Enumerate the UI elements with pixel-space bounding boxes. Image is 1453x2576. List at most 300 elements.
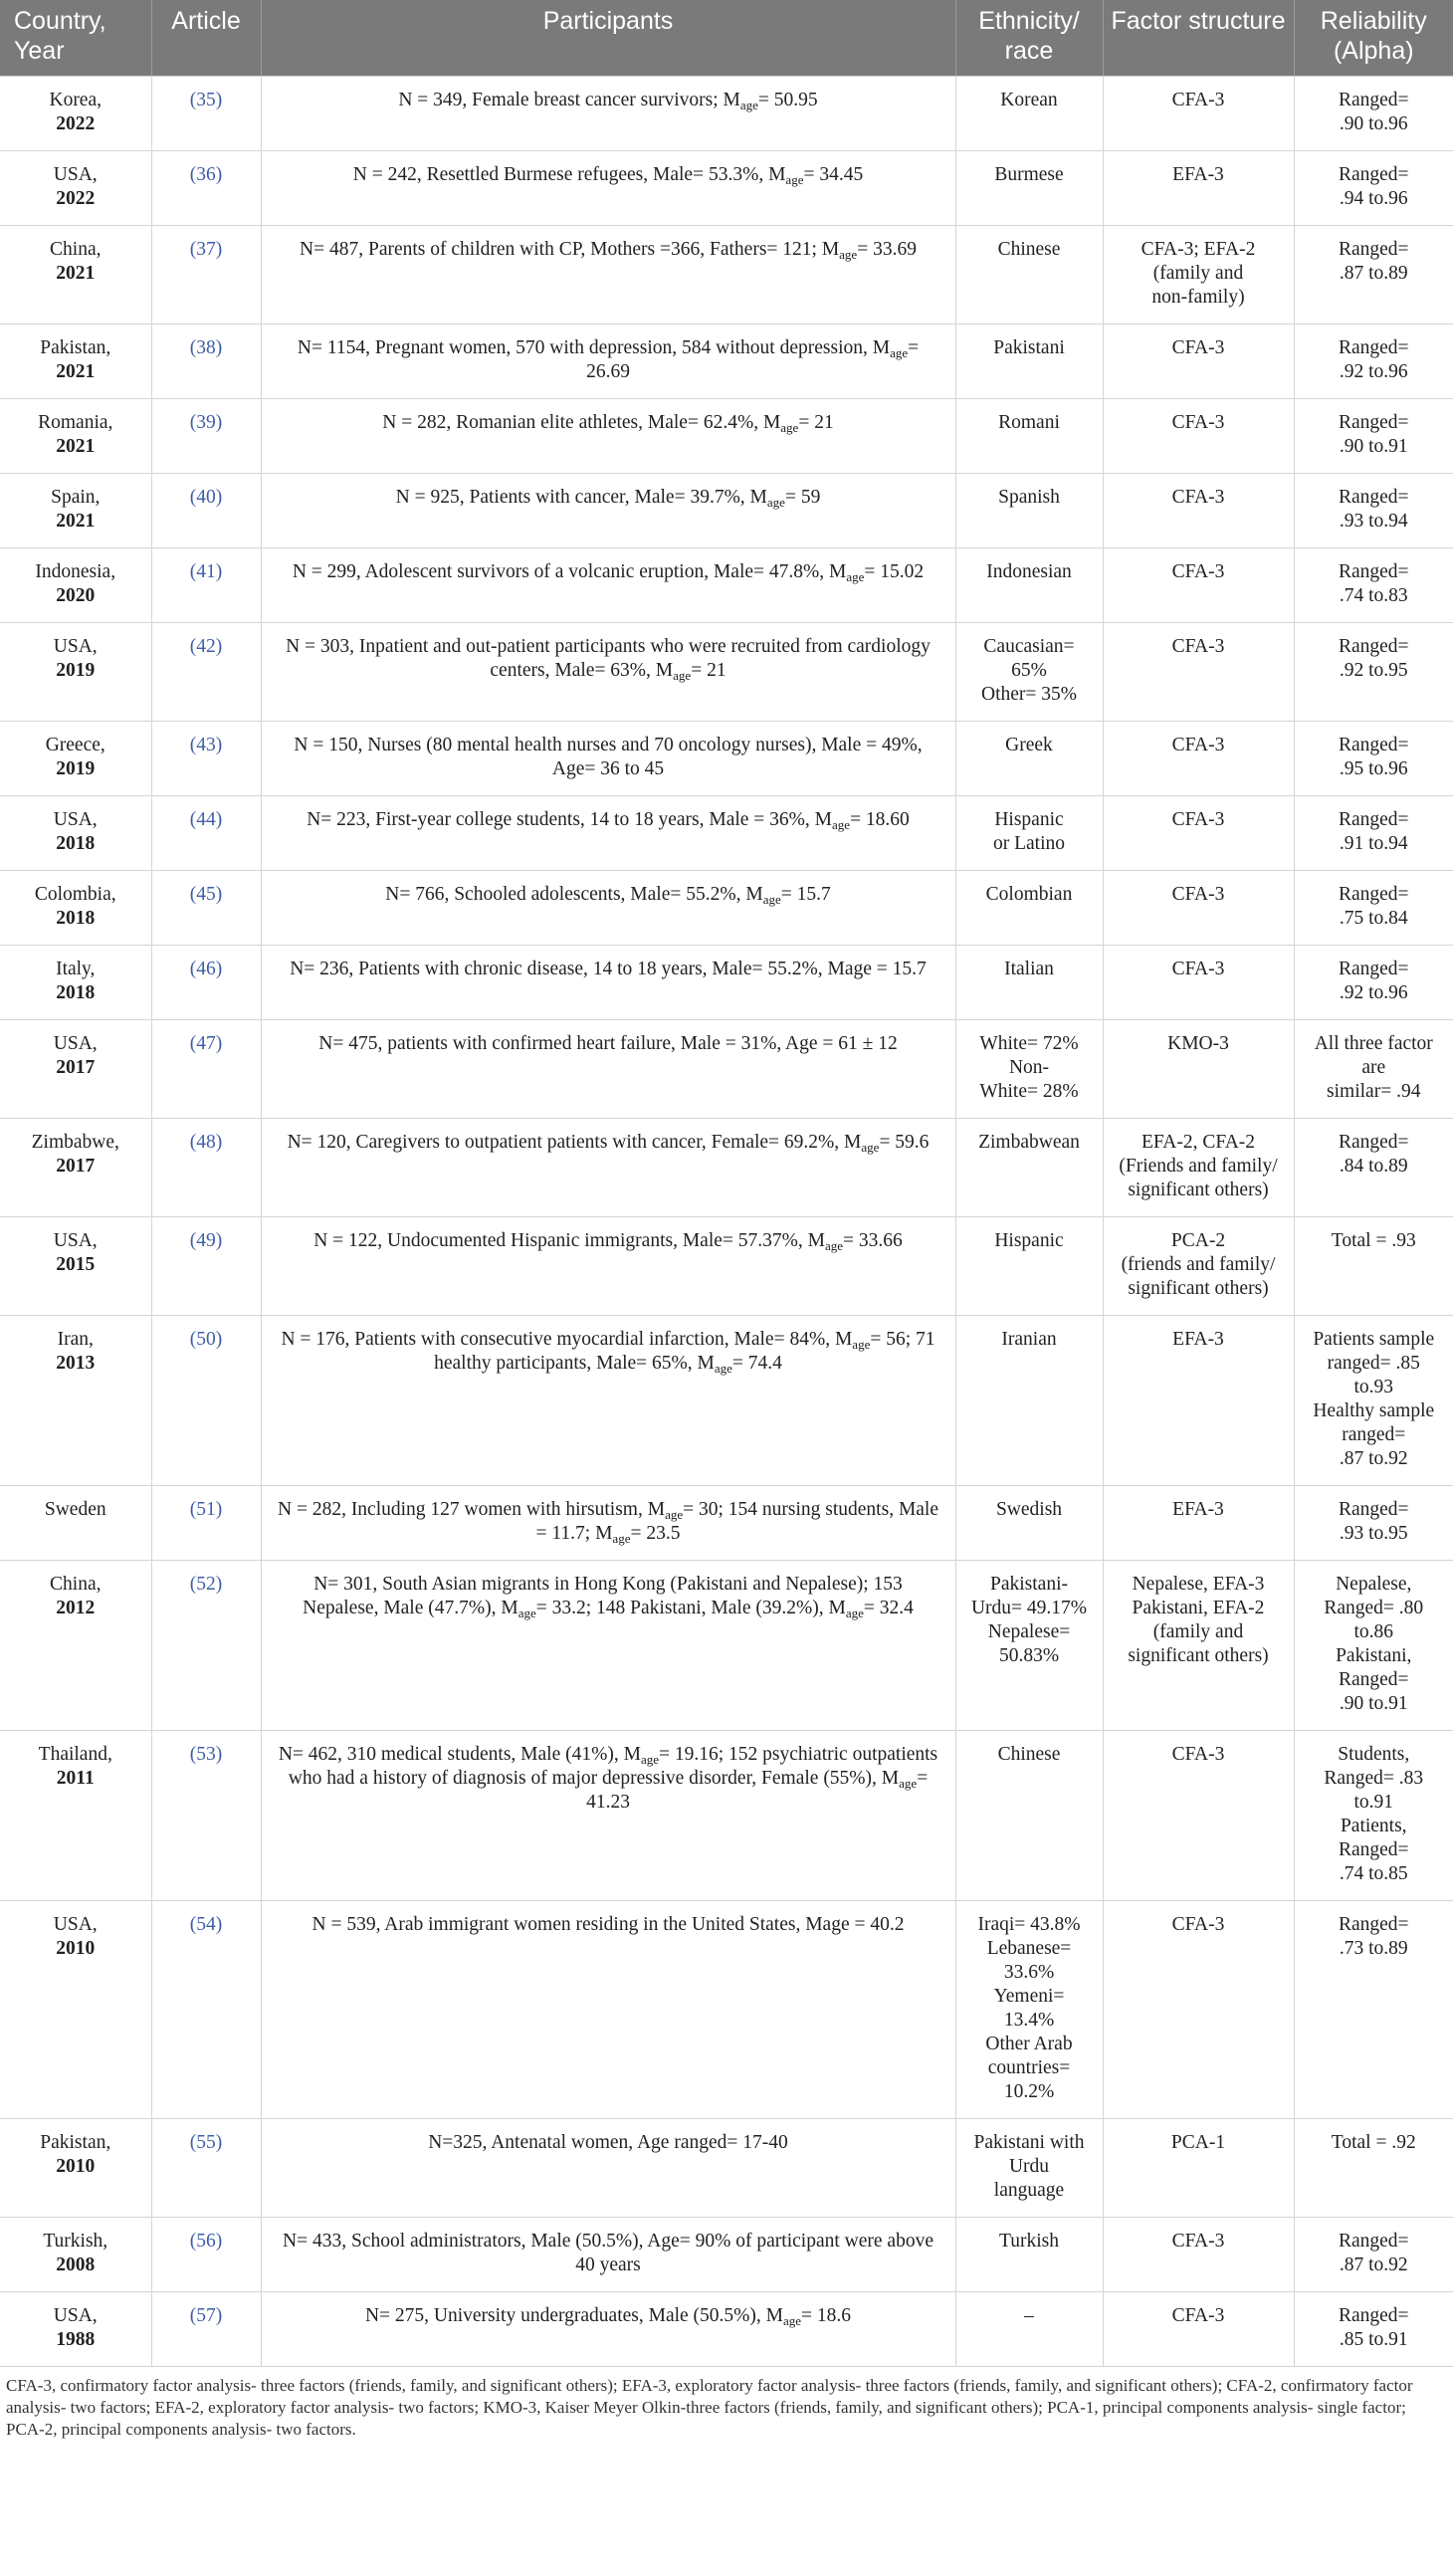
factor-line: CFA-3 <box>1171 809 1225 830</box>
cell-reliability <box>1294 1901 1453 2119</box>
cell-reliability <box>1294 77 1453 151</box>
participants-text: N = 122, Undocumented Hispanic immigrants, Male= 57.37%, M <box>313 1230 825 1251</box>
article-reference-link[interactable]: (57) <box>189 2305 223 2326</box>
cell-reliability <box>1294 226 1453 324</box>
table-row <box>0 1561 1453 1731</box>
country-text: Pakistan, <box>40 337 111 358</box>
article-reference-link[interactable]: (44) <box>189 809 223 830</box>
reliability-line: Nepalese, <box>1336 1574 1412 1595</box>
year-text: 2021 <box>56 361 96 382</box>
factor-line: CFA-3 <box>1171 487 1225 508</box>
cell-factor-structure <box>1103 399 1294 474</box>
country-text: USA, <box>53 2305 98 2326</box>
cell-factor-structure <box>1103 623 1294 722</box>
year-text: 2013 <box>56 1353 96 1374</box>
cell-factor-structure <box>1103 474 1294 548</box>
factor-line: CFA-3 <box>1171 561 1225 582</box>
cell-reliability <box>1294 324 1453 399</box>
participants-text: N = 176, Patients with consecutive myocardial infarction, Male= 84%, M <box>281 1329 853 1350</box>
table-row <box>0 226 1453 324</box>
cell-country-year <box>0 324 151 399</box>
cell-ethnicity <box>955 474 1103 548</box>
year-text: 2012 <box>56 1598 96 1618</box>
factor-line: significant others) <box>1128 1278 1269 1299</box>
participants-text: N= 766, Schooled adolescents, Male= 55.2%, M <box>385 884 763 905</box>
cell-factor-structure <box>1103 2119 1294 2218</box>
reliability-line: Ranged= <box>1338 1914 1409 1935</box>
header-ethnicity: Ethnicity/ race <box>955 0 1103 77</box>
ethnicity-line: Chinese <box>997 239 1061 260</box>
participants-text: N= 301, South Asian migrants in Hong Kong (Pakistani and Nepalese); 153 Nepalese, Male (47.7%), M <box>303 1574 903 1618</box>
factor-line: CFA-3 <box>1171 2305 1225 2326</box>
article-reference-link[interactable]: (43) <box>189 735 223 755</box>
factor-line: CFA-3 <box>1171 636 1225 657</box>
article-reference-link[interactable]: (36) <box>189 164 223 185</box>
ethnicity-line: 33.6% <box>1003 1962 1055 1983</box>
factor-line: CFA-3 <box>1171 337 1225 358</box>
article-reference-link[interactable]: (38) <box>189 337 223 358</box>
cell-article <box>151 2292 261 2367</box>
participants-text: N = 242, Resettled Burmese refugees, Male= 53.3%, M <box>352 164 786 185</box>
cell-ethnicity <box>955 1561 1103 1731</box>
reliability-line: ranged= <box>1342 1424 1406 1445</box>
reliability-line: .93 to.94 <box>1339 511 1408 532</box>
reliability-line: Ranged= <box>1338 487 1409 508</box>
year-text: 2008 <box>56 2254 96 2275</box>
article-reference-link[interactable]: (35) <box>189 90 223 110</box>
reliability-line: Ranged= <box>1338 636 1409 657</box>
article-reference-link[interactable]: (37) <box>189 239 223 260</box>
subscript-age: age <box>832 817 851 832</box>
factor-line: CFA-3; EFA-2 <box>1141 239 1256 260</box>
cell-reliability <box>1294 1316 1453 1486</box>
article-reference-link[interactable]: (53) <box>189 1744 223 1765</box>
cell-country-year <box>0 722 151 796</box>
reliability-line: Ranged= <box>1338 1132 1409 1153</box>
cell-article <box>151 1731 261 1901</box>
reliability-line: Ranged= <box>1338 1499 1409 1520</box>
ethnicity-line: Pakistani <box>993 337 1065 358</box>
factor-line: CFA-3 <box>1171 90 1225 110</box>
table-row <box>0 2218 1453 2292</box>
reliability-line: Total = .93 <box>1331 1230 1416 1251</box>
participants-text: N= 487, Parents of children with CP, Mothers =366, Fathers= 121; M <box>300 239 840 260</box>
participants-text: N= 236, Patients with chronic disease, 14 to 18 years, Male= 55.2%, Mage = 15.7 <box>290 959 927 979</box>
year-text: 2018 <box>56 908 96 929</box>
reliability-line: .75 to.84 <box>1339 908 1408 929</box>
participants-text: = 59 <box>784 487 821 508</box>
cell-ethnicity <box>955 226 1103 324</box>
cell-participants <box>261 1020 955 1119</box>
cell-participants <box>261 1731 955 1901</box>
cell-participants <box>261 2218 955 2292</box>
cell-article <box>151 77 261 151</box>
article-reference-link[interactable]: (48) <box>189 1132 223 1153</box>
factor-line: PCA-1 <box>1170 2132 1226 2153</box>
article-reference-link[interactable]: (40) <box>189 487 223 508</box>
participants-text: N= 223, First-year college students, 14 to 18 years, Male = 36%, M <box>307 809 833 830</box>
year-text: 2017 <box>56 1156 96 1177</box>
participants-text: = 23.5 <box>630 1523 681 1544</box>
article-reference-link[interactable]: (47) <box>189 1033 223 1054</box>
participants-text: = 56; 71 healthy participants, Male= 65%, M <box>434 1329 935 1374</box>
table-row <box>0 796 1453 871</box>
cell-article <box>151 548 261 623</box>
participants-text: = 34.45 <box>803 164 864 185</box>
subscript-age: age <box>845 1606 864 1620</box>
cell-reliability <box>1294 151 1453 226</box>
country-text: USA, <box>53 1914 98 1935</box>
participants-text: = 41.23 <box>586 1768 929 1813</box>
country-text: Romania, <box>38 412 113 433</box>
country-text: Pakistan, <box>40 2132 111 2153</box>
reliability-line: .74 to.83 <box>1339 585 1408 606</box>
cell-article <box>151 399 261 474</box>
reliability-line: .92 to.96 <box>1339 982 1408 1003</box>
country-text: Italy, <box>56 959 96 979</box>
cell-article <box>151 1561 261 1731</box>
year-text: 2010 <box>56 2156 96 2177</box>
year-text: 2021 <box>56 436 96 457</box>
ethnicity-line: White= 28% <box>979 1081 1079 1102</box>
factor-line: significant others) <box>1128 1645 1269 1666</box>
table-row <box>0 77 1453 151</box>
table-row <box>0 2292 1453 2367</box>
table-row <box>0 548 1453 623</box>
reliability-line: .74 to.85 <box>1339 1863 1408 1884</box>
cell-ethnicity <box>955 77 1103 151</box>
cell-article <box>151 2218 261 2292</box>
table-row <box>0 1020 1453 1119</box>
reliability-line: .91 to.94 <box>1339 833 1408 854</box>
participants-text: N = 150, Nurses (80 mental health nurses and 70 oncology nurses), Male = 49%, Age= 36 to 45 <box>294 735 923 779</box>
factor-line: EFA-3 <box>1172 1329 1224 1350</box>
ethnicity-line: Zimbabwean <box>978 1132 1080 1153</box>
article-reference-link[interactable]: (45) <box>189 884 223 905</box>
article-reference-link[interactable]: (56) <box>189 2231 223 2252</box>
subscript-age: age <box>673 668 692 683</box>
cell-participants <box>261 1561 955 1731</box>
ethnicity-line: Pakistani- <box>990 1574 1068 1595</box>
factor-line: CFA-3 <box>1171 959 1225 979</box>
header-factor-structure: Factor structure <box>1103 0 1294 77</box>
reliability-line: to.86 <box>1353 1621 1394 1642</box>
cell-article <box>151 1486 261 1561</box>
table-body <box>0 77 1453 2367</box>
ethnicity-line: Italian <box>1004 959 1054 979</box>
ethnicity-line: – <box>1024 2305 1034 2326</box>
reliability-line: .84 to.89 <box>1339 1156 1408 1177</box>
ethnicity-line: countries= <box>987 2057 1071 2078</box>
article-reference-link[interactable]: (41) <box>189 561 223 582</box>
ethnicity-line: Other Arab <box>985 2034 1073 2054</box>
reliability-line: Ranged= <box>1338 1839 1409 1860</box>
reliability-line: .94 to.96 <box>1339 188 1408 209</box>
header-country-year: Country, Year <box>0 0 151 77</box>
cell-country-year <box>0 77 151 151</box>
factor-line: EFA-2, CFA-2 <box>1141 1132 1256 1153</box>
country-text: Colombia, <box>34 884 116 905</box>
participants-text: = 33.66 <box>843 1230 903 1251</box>
cell-ethnicity <box>955 2292 1103 2367</box>
cell-article <box>151 1119 261 1217</box>
reliability-line: similar= .94 <box>1327 1081 1421 1102</box>
reliability-line: Healthy sample <box>1313 1400 1435 1421</box>
reliability-line: .90 to.96 <box>1339 113 1408 134</box>
ethnicity-line: White= 72% <box>979 1033 1079 1054</box>
cell-factor-structure <box>1103 226 1294 324</box>
ethnicity-line: Swedish <box>995 1499 1063 1520</box>
ethnicity-line: 10.2% <box>1003 2081 1055 2102</box>
article-reference-link[interactable]: (55) <box>189 2132 223 2153</box>
participants-text: N = 299, Adolescent survivors of a volcanic eruption, Male= 47.8%, M <box>292 561 847 582</box>
subscript-age: age <box>890 345 909 360</box>
cell-country-year <box>0 1901 151 2119</box>
participants-text: = 19.16; 152 psychiatric outpatients who had a history of diagnosis of major depressive disorder, Female (55%), M <box>288 1744 938 1789</box>
article-reference-link[interactable]: (46) <box>189 959 223 979</box>
ethnicity-line: Hispanic <box>994 1230 1064 1251</box>
cell-participants <box>261 1316 955 1486</box>
table-footnote: CFA-3, confirmatory factor analysis- three factors (friends, family, and significant others); EFA-3, exploratory factor analysis- three factors (friends, family, and significant others); CFA-2, confirmatory factor analysis- two factors; EFA-2, exploratory factor analysis- two factors; KMO-3, Kaiser Meyer Olkin-three factors (friends, family, and significant others); PCA-1, principal components analysis- single factor; PCA-2, principal components analysis- two factors. <box>6 2376 1413 2439</box>
cell-reliability <box>1294 623 1453 722</box>
cell-factor-structure <box>1103 1731 1294 1901</box>
cell-reliability <box>1294 399 1453 474</box>
cell-country-year <box>0 1217 151 1316</box>
ethnicity-line: Romani <box>998 412 1060 433</box>
cell-factor-structure <box>1103 324 1294 399</box>
participants-text: N = 925, Patients with cancer, Male= 39.7%, M <box>395 487 767 508</box>
cell-country-year <box>0 2218 151 2292</box>
subscript-age: age <box>640 1752 659 1767</box>
cell-article <box>151 1217 261 1316</box>
participants-text: N= 462, 310 medical students, Male (41%), M <box>278 1744 641 1765</box>
article-reference-link[interactable]: (39) <box>189 412 223 433</box>
country-text: Spain, <box>51 487 101 508</box>
cell-ethnicity <box>955 548 1103 623</box>
cell-country-year <box>0 1561 151 1731</box>
reliability-line: Patients, <box>1340 1816 1407 1836</box>
reliability-line: .87 to.89 <box>1339 263 1408 284</box>
cell-ethnicity <box>955 1316 1103 1486</box>
ethnicity-line: 13.4% <box>1003 2010 1055 2031</box>
cell-factor-structure <box>1103 1486 1294 1561</box>
cell-factor-structure <box>1103 2218 1294 2292</box>
year-text: 2021 <box>56 511 96 532</box>
year-text: 2017 <box>56 1057 96 1078</box>
reliability-line: Patients sample <box>1313 1329 1435 1350</box>
reliability-line: Ranged= <box>1338 239 1409 260</box>
subscript-age: age <box>518 1606 536 1620</box>
reliability-line: .95 to.96 <box>1339 758 1408 779</box>
year-text: 2022 <box>56 113 96 134</box>
country-text: USA, <box>53 1033 98 1054</box>
ethnicity-line: Urdu <box>1008 2156 1050 2177</box>
participants-text: = 33.69 <box>857 239 917 260</box>
cell-reliability <box>1294 871 1453 946</box>
ethnicity-line: Lebanese= <box>986 1938 1072 1959</box>
table-row <box>0 1119 1453 1217</box>
country-text: Thailand, <box>38 1744 112 1765</box>
cell-reliability <box>1294 548 1453 623</box>
reliability-line: .87 to.92 <box>1339 1448 1408 1469</box>
subscript-age: age <box>780 420 799 435</box>
participants-text: = 59.6 <box>879 1132 930 1153</box>
table-row <box>0 324 1453 399</box>
participants-text: N=325, Antenatal women, Age ranged= 17-40 <box>428 2132 788 2153</box>
cell-article <box>151 871 261 946</box>
ethnicity-line: Caucasian= <box>983 636 1075 657</box>
cell-article <box>151 722 261 796</box>
year-text: 2019 <box>56 660 96 681</box>
article-reference-link[interactable]: (49) <box>189 1230 223 1251</box>
year-text: 2022 <box>56 188 96 209</box>
subscript-age: age <box>762 892 781 907</box>
reliability-line: .92 to.95 <box>1339 660 1408 681</box>
ethnicity-line: Other= 35% <box>980 684 1077 705</box>
article-reference-link[interactable]: (52) <box>189 1574 223 1595</box>
cell-country-year <box>0 2119 151 2218</box>
reliability-line: Ranged= <box>1338 2231 1409 2252</box>
article-reference-link[interactable]: (50) <box>189 1329 223 1350</box>
cell-country-year <box>0 151 151 226</box>
reliability-line: Pakistani, <box>1336 1645 1412 1666</box>
ethnicity-line: Yemeni= <box>993 1986 1065 2007</box>
participants-text: N= 1154, Pregnant women, 570 with depression, 584 without depression, M <box>297 337 891 358</box>
country-text: Korea, <box>49 90 102 110</box>
cell-factor-structure <box>1103 151 1294 226</box>
factor-line: (Friends and family/ <box>1119 1156 1278 1177</box>
cell-participants <box>261 1119 955 1217</box>
ethnicity-line: Greek <box>1005 735 1053 755</box>
cell-ethnicity <box>955 2218 1103 2292</box>
table-row <box>0 474 1453 548</box>
subscript-age: age <box>714 1361 732 1376</box>
reliability-line: .73 to.89 <box>1339 1938 1408 1959</box>
article-reference-link[interactable]: (42) <box>189 636 223 657</box>
participants-text: = 74.4 <box>731 1353 782 1374</box>
reliability-line: .93 to.95 <box>1339 1523 1408 1544</box>
reliability-line: Ranged= .83 <box>1324 1768 1424 1789</box>
factor-line: Pakistani, EFA-2 <box>1132 1598 1265 1618</box>
subscript-age: age <box>766 495 785 510</box>
cell-reliability <box>1294 1561 1453 1731</box>
reliability-line: are <box>1361 1057 1386 1078</box>
participants-text: N= 275, University undergraduates, Male (50.5%), M <box>364 2305 783 2326</box>
header-reliability: Reliability (Alpha) <box>1294 0 1453 77</box>
cell-factor-structure <box>1103 796 1294 871</box>
cell-country-year <box>0 946 151 1020</box>
participants-text: = 18.60 <box>850 809 910 830</box>
ethnicity-line: Non- <box>1008 1057 1050 1078</box>
cell-reliability <box>1294 1119 1453 1217</box>
article-reference-link[interactable]: (51) <box>189 1499 223 1520</box>
ethnicity-line: or Latino <box>992 833 1066 854</box>
subscript-age: age <box>824 1238 844 1253</box>
subscript-age: age <box>665 1507 684 1522</box>
cell-ethnicity <box>955 1020 1103 1119</box>
year-text: 2018 <box>56 833 96 854</box>
cell-article <box>151 226 261 324</box>
factor-line: CFA-3 <box>1171 1744 1225 1765</box>
table-row <box>0 1316 1453 1486</box>
cell-country-year <box>0 226 151 324</box>
cell-ethnicity <box>955 1217 1103 1316</box>
cell-reliability <box>1294 1731 1453 1901</box>
year-text: 2011 <box>56 1768 95 1789</box>
cell-reliability <box>1294 2292 1453 2367</box>
cell-ethnicity <box>955 623 1103 722</box>
cell-participants <box>261 796 955 871</box>
participants-text: N= 433, School administrators, Male (50.5%), Age= 90% of participant were above 40 years <box>283 2231 934 2275</box>
cell-participants <box>261 2292 955 2367</box>
ethnicity-line: Nepalese= <box>987 1621 1071 1642</box>
cell-participants <box>261 722 955 796</box>
cell-reliability <box>1294 1020 1453 1119</box>
reliability-line: Ranged= <box>1338 735 1409 755</box>
cell-reliability <box>1294 1486 1453 1561</box>
subscript-age: age <box>839 247 858 262</box>
participants-text: = 32.4 <box>863 1598 914 1618</box>
cell-ethnicity <box>955 2119 1103 2218</box>
cell-ethnicity <box>955 946 1103 1020</box>
participants-text: = 30; 154 nursing students, Male = 11.7; M <box>535 1499 939 1544</box>
participants-text: N= 120, Caregivers to outpatient patients with cancer, Female= 69.2%, M <box>287 1132 862 1153</box>
reliability-line: .92 to.96 <box>1339 361 1408 382</box>
cell-factor-structure <box>1103 722 1294 796</box>
cell-country-year <box>0 1020 151 1119</box>
cell-participants <box>261 1217 955 1316</box>
ethnicity-line: 50.83% <box>998 1645 1060 1666</box>
cell-factor-structure <box>1103 77 1294 151</box>
cell-reliability <box>1294 722 1453 796</box>
cell-country-year <box>0 871 151 946</box>
ethnicity-line: Indonesian <box>986 561 1072 582</box>
cell-country-year <box>0 2292 151 2367</box>
participants-text: N = 282, Including 127 women with hirsutism, M <box>277 1499 666 1520</box>
cell-participants <box>261 77 955 151</box>
ethnicity-line: Pakistani with <box>973 2132 1085 2153</box>
ethnicity-line: 65% <box>1011 660 1047 681</box>
reliability-line: Ranged= <box>1338 561 1409 582</box>
year-text: 2015 <box>56 1254 96 1275</box>
factor-line: CFA-3 <box>1171 884 1225 905</box>
participants-text: = 26.69 <box>586 337 920 382</box>
participants-text: = 18.6 <box>801 2305 852 2326</box>
reliability-line: Ranged= <box>1338 884 1409 905</box>
cell-factor-structure <box>1103 1119 1294 1217</box>
country-text: USA, <box>53 636 98 657</box>
reliability-line: Ranged= <box>1338 2305 1409 2326</box>
cell-article <box>151 2119 261 2218</box>
table-row <box>0 151 1453 226</box>
subscript-age: age <box>846 569 865 584</box>
year-text: 2020 <box>56 585 96 606</box>
year-text: 2021 <box>56 263 96 284</box>
cell-participants <box>261 871 955 946</box>
cell-country-year <box>0 399 151 474</box>
factor-line: significant others) <box>1128 1180 1269 1200</box>
factor-line: non-family) <box>1151 287 1245 308</box>
ethnicity-line: language <box>993 2180 1065 2201</box>
cell-participants <box>261 399 955 474</box>
ethnicity-line: Iraqi= 43.8% <box>977 1914 1081 1935</box>
participants-text: N = 349, Female breast cancer survivors; M <box>398 90 740 110</box>
country-text: Zimbabwe, <box>31 1132 119 1153</box>
article-reference-link[interactable]: (54) <box>189 1914 223 1935</box>
table-row <box>0 399 1453 474</box>
table-row <box>0 1217 1453 1316</box>
country-text: USA, <box>53 1230 98 1251</box>
